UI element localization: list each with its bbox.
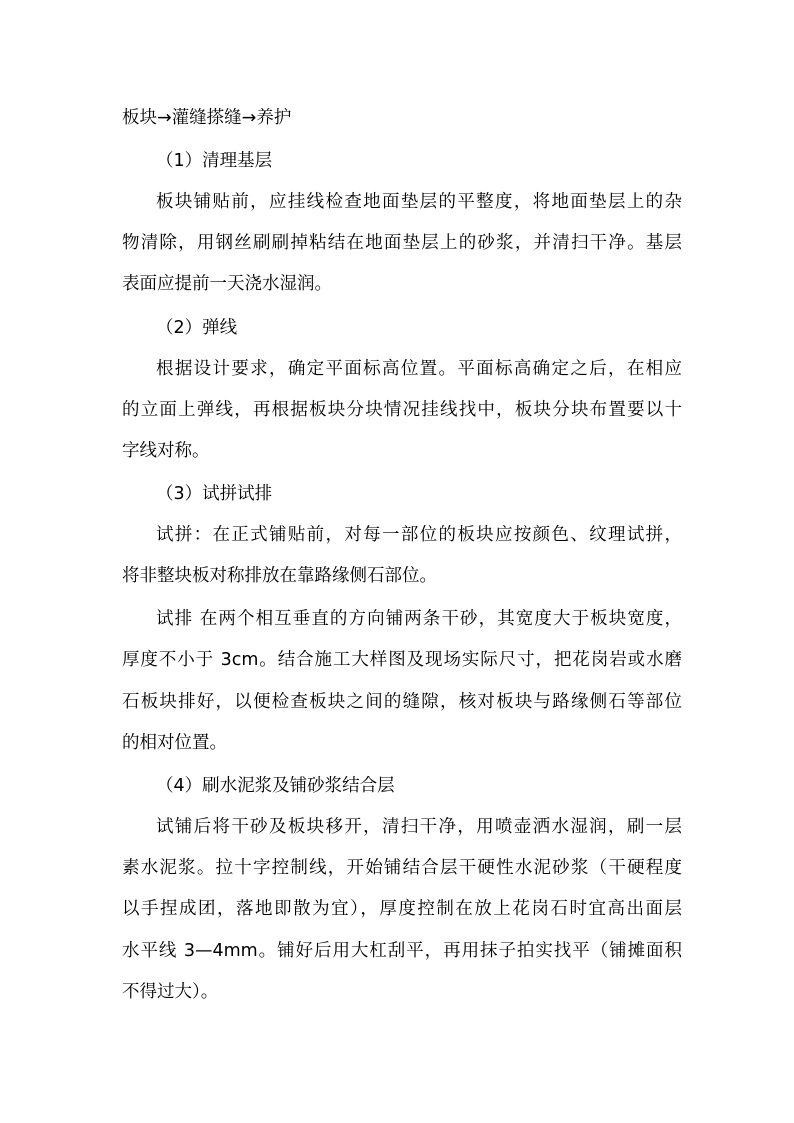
paragraph-line: 厚度不小于 3cm。结合施工大样图及现场实际尺寸，把花岗岩或水磨 — [122, 650, 682, 670]
paragraph-line: 根据设计要求，确定平面标高位置。平面标高确定之后，在相应 — [156, 359, 682, 379]
process-sequence-line: 板块→灌缝搽缝→养护 — [122, 108, 292, 128]
paragraph-line: 的立面上弹线，再根据板块分块情况挂线找中，板块分块布置要以十 — [122, 400, 682, 420]
paragraph-line: 以手捏成团，落地即散为宜），厚度控制在放上花岗石时宜高出面层 — [122, 899, 682, 919]
section-heading-1: （1）清理基层 — [156, 151, 273, 171]
paragraph-line: 板块铺贴前，应挂线检查地面垫层的平整度，将地面垫层上的杂 — [156, 192, 682, 212]
section-heading-2: （2）弹线 — [156, 318, 238, 338]
paragraph-line: 将非整块板对称排放在靠路缘侧石部位。 — [122, 566, 437, 586]
paragraph-line: 物清除，用钢丝刷刷掉粘结在地面垫层上的砂浆，并清扫干净。基层 — [122, 233, 682, 253]
paragraph-line: 水平线 3—4mm。铺好后用大杠刮平，再用抹子拍实找平（铺摊面积 — [122, 941, 682, 961]
paragraph-line: 不得过大）。 — [122, 982, 219, 1002]
paragraph-line: 素水泥浆。拉十字控制线，开始铺结合层干硬性水泥砂浆（干硬程度 — [122, 858, 682, 878]
paragraph-line: 试拼：在正式铺贴前，对每一部位的板块应按颜色、纹理试拼， — [156, 525, 682, 545]
section-heading-3: （3）试拼试排 — [156, 484, 273, 504]
paragraph-line: 表面应提前一天浇水湿润。 — [122, 274, 332, 294]
paragraph-line: 字线对称。 — [122, 441, 210, 461]
paragraph-line: 石板块排好，以便检查板块之间的缝隙，核对板块与路缘侧石等部位 — [122, 692, 682, 712]
section-heading-4: （4）刷水泥浆及铺砂浆结合层 — [156, 776, 395, 796]
paragraph-line: 的相对位置。 — [122, 733, 227, 753]
paragraph-line: 试铺后将干砂及板块移开，清扫干净，用喷壶洒水湿润，刷一层 — [156, 817, 682, 837]
paragraph-line: 试排 在两个相互垂直的方向铺两条干砂，其宽度大于板块宽度， — [156, 609, 682, 629]
